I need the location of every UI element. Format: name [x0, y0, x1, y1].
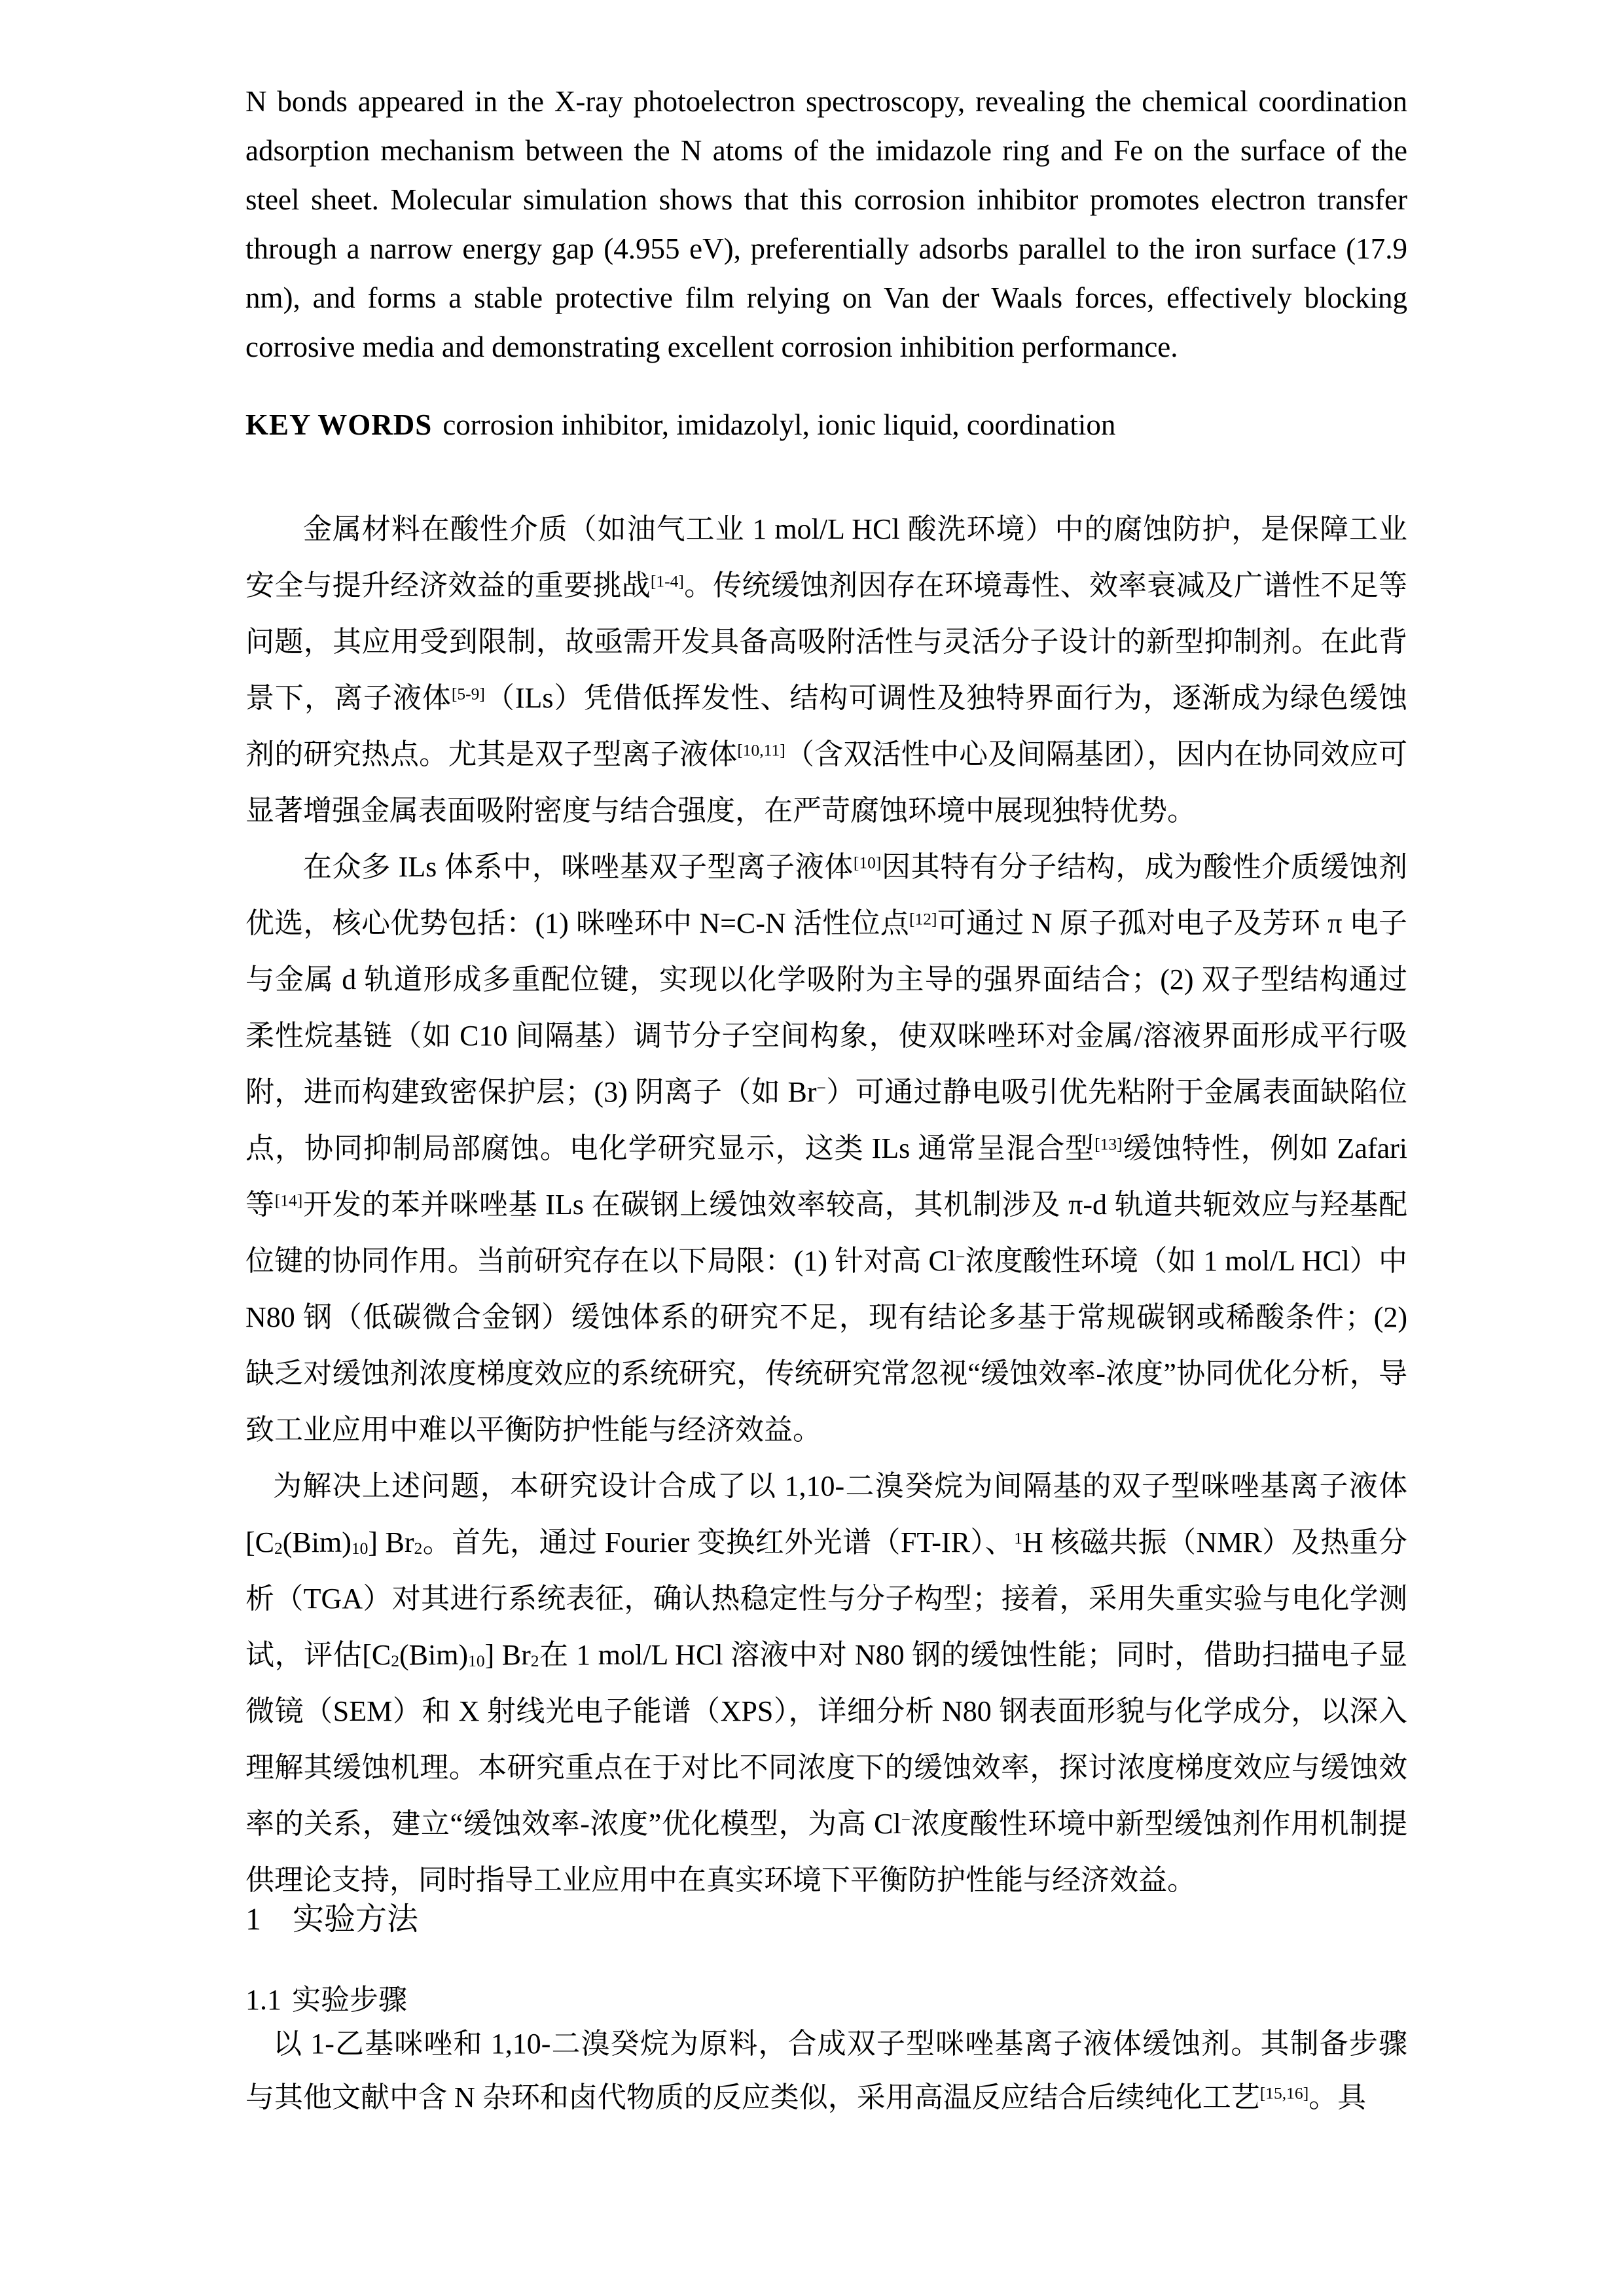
section-number: 1: [245, 1902, 261, 1937]
keywords-text: corrosion inhibitor, imidazolyl, ionic liquid, coordination: [442, 408, 1116, 441]
intro-paragraph-3: 为解决上述问题，本研究设计合成了以 1,10-二溴癸烷为间隔基的双子型咪唑基离子液体$[C_2(Bim)_{10}]$ $Br_2$。首先，通过 Fourier 变换红外光谱（FT-IR）、$^1$H 核磁共振（NMR）及热重分析（TGA）对其进行系统表征，确认热稳定性与分子构型；接着，采用失重实验与电化学测试，评估$[C_2(Bim)_{10}]$ $Br_2$在 1 mol/L HCl 溶液中对 N80 钢的缓蚀性能；同时，借助扫描电子显微镜（SEM）和 X 射线光电子能谱（XPS），详细分析 N80 钢表面形貌与化学成分，以深入理解其缓蚀机理。本研究重点在于对比不同浓度下的缓蚀效率，探讨浓度梯度效应与缓蚀效率的关系，建立“缓蚀效率-浓度”优化模型，为高 Cl−浓度酸性环境中新型缓蚀剂作用机制提供理论支持，同时指导工业应用中在真实环境下平衡防护性能与经济效益。: [245, 1470, 1407, 1896]
keywords-label: KEY WORDS: [245, 408, 433, 441]
intro-paragraph-2: 在众多 ILs 体系中，咪唑基双子型离子液体[10]因其特有分子结构，成为酸性介质缓蚀剂优选，核心优势包括：(1) 咪唑环中 N=C-N 活性位点[12]可通过 N 原子孤对电子及芳环 π 电子与金属 d 轨道形成多重配位键，实现以化学吸附为主导的强界面结合；(2) 双子型结构通过柔性烷基链（如 C10 间隔基）调节分子空间构象，使双咪唑环对金属/溶液界面形成平行吸附，进而构建致密保护层；(3) 阴离子（如 Br−）可通过静电吸引优先粘附于金属表面缺陷位点，协同抑制局部腐蚀。电化学研究显示，这类 ILs 通常呈混合型[13]缓蚀特性，例如 Zafari 等[14]开发的苯并咪唑基 ILs 在碳钢上缓蚀效率较高，其机制涉及 π-d 轨道共轭效应与羟基配位键的协同作用。当前研究存在以下局限：(1) 针对高 Cl−浓度酸性环境（如 1 mol/L HCl）中 N80 钢（低碳微合金钢）缓蚀体系的研究不足，现有结论多基于常规碳钢或稀酸条件；(2) 缺乏对缓蚀剂浓度梯度效应的系统研究，传统研究常忽视“缓蚀效率-浓度”协同优化分析，导致工业应用中难以平衡防护性能与经济效益。: [245, 851, 1408, 1446]
subsection-number: 1.1: [245, 1984, 281, 2016]
keywords-line: [245, 401, 1407, 450]
section-heading-1: [245, 1900, 1407, 1939]
methods-paragraph-1: 以 1-乙基咪唑和 1,10-二溴癸烷为原料，合成双子型咪唑基离子液体缓蚀剂。其制备步骤与其他文献中含 N 杂环和卤代物质的反应类似，采用高温反应结合后续纯化工艺[15,16]。具: [245, 2028, 1407, 2113]
subsection-heading-1-1: [245, 1982, 1407, 2018]
section-title: 实验方法: [293, 1902, 419, 1937]
introduction-section: [245, 501, 1407, 1909]
subsection-title: 实验步骤: [292, 1984, 407, 2016]
intro-paragraph-1: 金属材料在酸性介质（如油气工业 1 mol/L HCl 酸洗环境）中的腐蚀防护，是保障工业安全与提升经济效益的重要挑战[1-4]。传统缓蚀剂因存在环境毒性、效率衰减及广谱性不足等问题，其应用受到限制，故亟需开发具备高吸附活性与灵活分子设计的新型抑制剂。在此背景下，离子液体[5-9]（ILs）凭借低挥发性、结构可调性及独特界面行为，逐渐成为绿色缓蚀剂的研究热点。尤其是双子型离子液体[10,11]（含双活性中心及间隔基团），因内在协同效应可显著增强金属表面吸附密度与结合强度，在严苛腐蚀环境中展现独特优势。: [245, 513, 1408, 827]
abstract-paragraph: N bonds appeared in the X-ray photoelectron spectroscopy, revealing the chemical coordination adsorption mechanism between the N atoms of the imidazole ring and Fe on the surface of the steel sheet. Molecular simulation shows that this corrosion inhibitor promotes electron transfer through a narrow energy gap (4.955 eV), preferentially adsorbs parallel to the iron surface (17.9 nm), and forms a stable protective film relying on Van der Waals forces, effectively blocking corrosive media and demonstrating excellent corrosion inhibition performance.: [245, 85, 1407, 363]
